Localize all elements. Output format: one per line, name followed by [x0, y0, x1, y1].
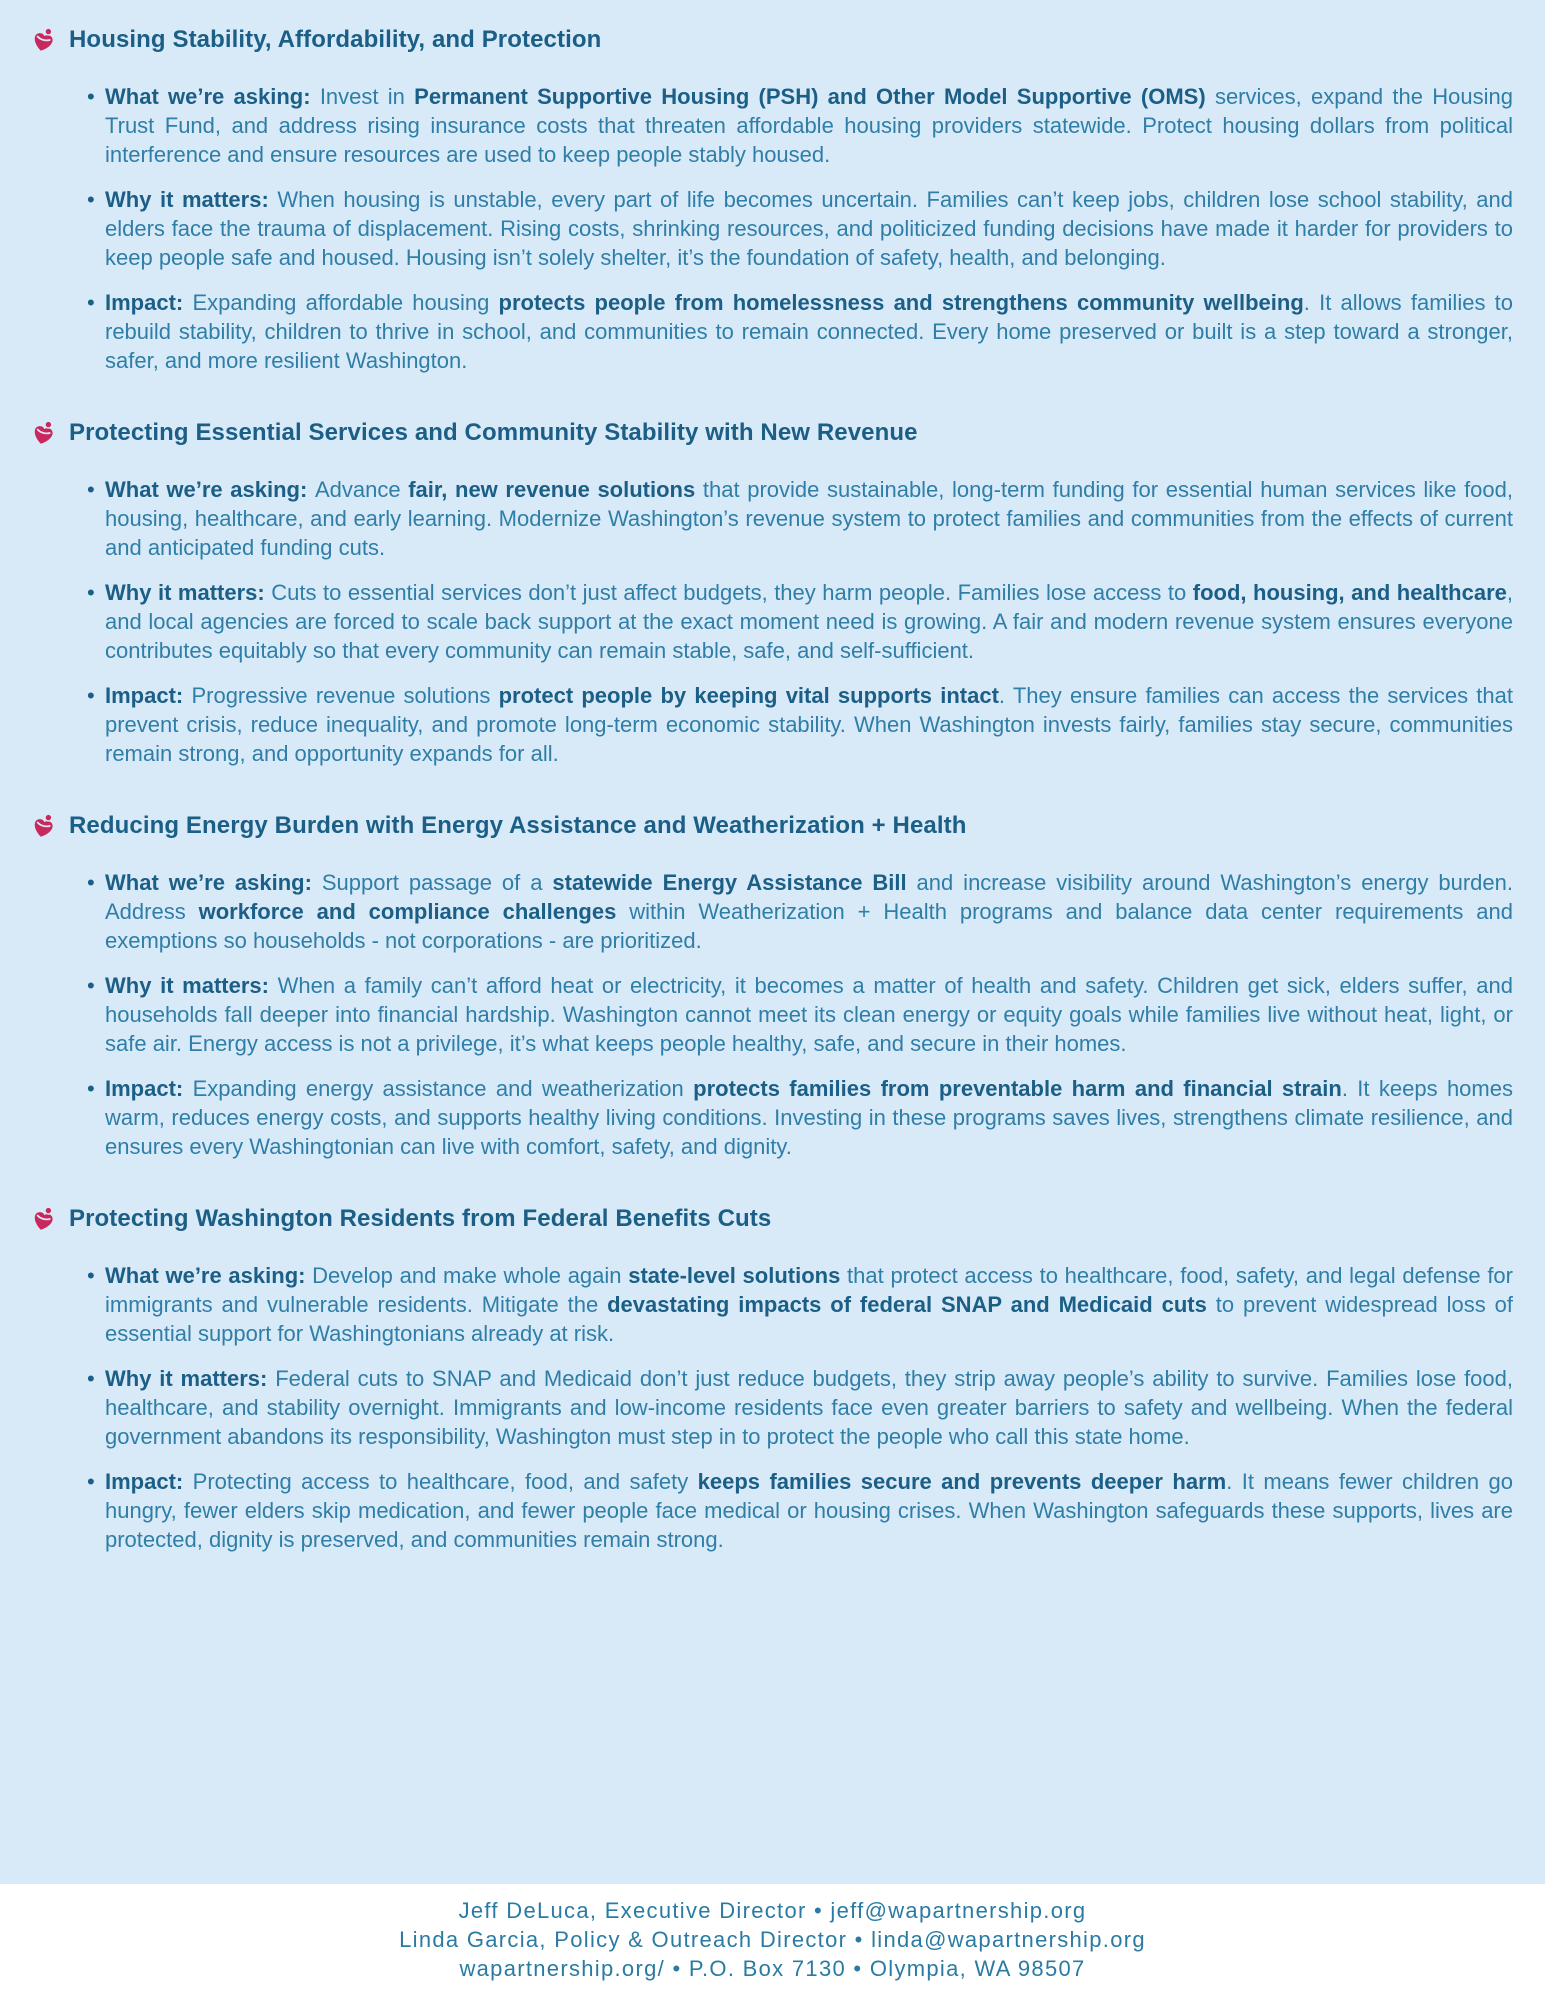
section-title: Reducing Energy Burden with Energy Assistance and Weatherization + Health: [69, 812, 967, 839]
section-title: Housing Stability, Affordability, and Protection: [69, 26, 602, 53]
bold-text-segment: What we’re asking:: [105, 1263, 313, 1288]
text-segment: Invest in: [319, 84, 415, 109]
text-segment: Federal cuts to SNAP and Medicaid don’t just reduce budgets, they strip away people’s ability to survive. Families lose food, healthcare, and stability overnight. Immigrants and low-income residents face even greater barriers to safety and wellbeing. When the federal government abandons its responsibility, Washington must step in to protect the people who call this state home.: [105, 1366, 1513, 1449]
bold-text-segment: Permanent Supportive Housing (PSH) and Other Model Supportive (OMS): [414, 84, 1206, 109]
text-segment: . It means fewer children go hungry, fewer elders skip medication, and fewer people face medical or housing crises. When Washington safeguards these supports, lives are protected, dignity is preserved, and communities remain strong.: [105, 1469, 1513, 1552]
text-segment: . They ensure families can access the services that prevent crisis, reduce inequality, and promote long-term economic stability. When Washington invests fairly, families stay secure, communities remain strong, and opportunity expands for all.: [105, 683, 1513, 766]
text-segment: Develop and make whole again: [312, 1263, 629, 1288]
text-segment: . It keeps homes warm, reduces energy costs, and supports healthy living conditions. Investing in these programs saves lives, strengthens climate resilience, and ensures every Washingtonian can live with comfort, safety, and dignity.: [105, 1076, 1513, 1159]
section-header: [30, 1205, 1513, 1233]
section-title: Protecting Essential Services and Community Stability with New Revenue: [69, 419, 918, 446]
text-segment: to prevent widespread loss of essential support for Washingtonians already at risk.: [105, 1292, 1513, 1346]
text-segment: services, expand the Housing Trust Fund, and address rising insurance costs that threaten affordable housing providers statewide. Protect housing dollars from political interference and ensure resources are used to keep people stably housed.: [105, 84, 1513, 167]
text-segment: within Weatherization + Health programs and balance data center requirements and exemptions so households - not corporations - are prioritized.: [105, 899, 1513, 953]
bullet-item: [87, 1364, 1513, 1451]
bold-text-segment: Why it matters:: [105, 580, 272, 605]
bold-text-segment: workforce and compliance challenges: [198, 899, 617, 924]
policy-section: [30, 26, 1513, 375]
bullet-item: [87, 475, 1513, 562]
heart-person-icon: [30, 813, 57, 840]
bullet-item: [87, 971, 1513, 1058]
bullet-item: [87, 288, 1513, 375]
bullet-item: [87, 1467, 1513, 1554]
text-segment: Cuts to essential services don’t just affect budgets, they harm people. Families lose access to: [271, 580, 1193, 605]
section-bullet-list: [87, 475, 1513, 768]
bold-text-segment: Why it matters:: [105, 1366, 276, 1391]
footer: [0, 1884, 1545, 2000]
policy-section: [30, 1205, 1513, 1554]
heart-person-icon: [30, 420, 57, 447]
section-bullet-list: [87, 868, 1513, 1161]
text-segment: Expanding affordable housing: [192, 290, 499, 315]
text-segment: Advance: [314, 477, 409, 502]
section-header: [30, 812, 1513, 840]
bold-text-segment: food, housing, and healthcare: [1192, 580, 1507, 605]
bold-text-segment: statewide Energy Assistance Bill: [552, 870, 907, 895]
text-segment: that provide sustainable, long-term funding for essential human services like food, housing, healthcare, and early learning. Modernize Washington’s revenue system to protect families and communities from the effects of current and anticipated funding cuts.: [105, 477, 1514, 560]
footer-contact-executive-director: Jeff DeLuca, Executive Director • jeff@wapartnership.org: [458, 1898, 1087, 1923]
text-segment: . It allows families to rebuild stability, children to thrive in school, and communities to remain connected. Every home preserved or built is a step toward a stronger, safer, and more resilient Washington.: [105, 290, 1513, 373]
text-segment: Support passage of a: [321, 870, 553, 895]
bold-text-segment: devastating impacts of federal SNAP and Medicaid cuts: [607, 1292, 1207, 1317]
section-bullet-list: [87, 1261, 1513, 1554]
bold-text-segment: protect people by keeping vital supports intact: [498, 683, 999, 708]
bold-text-segment: What we’re asking:: [105, 870, 322, 895]
text-segment: Expanding energy assistance and weatherization: [192, 1076, 694, 1101]
section-bullet-list: [87, 82, 1513, 375]
text-segment: Progressive revenue solutions: [191, 683, 499, 708]
bold-text-segment: Impact:: [105, 290, 193, 315]
footer-contact-policy-director: Linda Garcia, Policy & Outreach Director • linda@wapartnership.org: [399, 1927, 1146, 1952]
bold-text-segment: protects families from preventable harm and financial strain: [693, 1076, 1342, 1101]
policy-sections: [30, 26, 1513, 1554]
bullet-item: [87, 82, 1513, 169]
policy-section: [30, 812, 1513, 1161]
policy-section: [30, 419, 1513, 768]
bullet-item: [87, 1261, 1513, 1348]
bullet-item: [87, 681, 1513, 768]
text-segment: Protecting access to healthcare, food, and safety: [192, 1469, 698, 1494]
bold-text-segment: What we’re asking:: [105, 84, 320, 109]
bold-text-segment: Impact:: [105, 1469, 193, 1494]
bullet-item: [87, 578, 1513, 665]
text-segment: , and local agencies are forced to scale back support at the exact moment need is growing. A fair and modern revenue system ensures everyone contributes equitably so that every community can remain stable, safe, and self-sufficient.: [105, 580, 1513, 663]
bold-text-segment: keeps families secure and prevents deeper harm: [697, 1469, 1227, 1494]
section-header: [30, 26, 1513, 54]
text-segment: and increase visibility around Washington’s energy burden. Address: [105, 870, 1514, 924]
bold-text-segment: fair, new revenue solutions: [408, 477, 696, 502]
section-header: [30, 419, 1513, 447]
bullet-item: [87, 1074, 1513, 1161]
heart-person-icon: [30, 1206, 57, 1233]
bold-text-segment: Why it matters:: [105, 973, 278, 998]
footer-address: wapartnership.org/ • P.O. Box 7130 • Olympia, WA 98507: [459, 1956, 1086, 1981]
bold-text-segment: protects people from homelessness and strengthens community wellbeing: [498, 290, 1304, 315]
text-segment: that protect access to healthcare, food, safety, and legal defense for immigrants and vulnerable residents. Mitigate the: [105, 1263, 1513, 1317]
bullet-item: [87, 185, 1513, 272]
bold-text-segment: Why it matters:: [105, 187, 278, 212]
heart-person-icon: [30, 27, 57, 54]
bold-text-segment: state-level solutions: [628, 1263, 841, 1288]
bold-text-segment: Impact:: [105, 683, 192, 708]
bold-text-segment: Impact:: [105, 1076, 193, 1101]
text-segment: When housing is unstable, every part of life becomes uncertain. Families can’t keep jobs, children lose school stability, and elders face the trauma of displacement. Rising costs, shrinking resources, and politicized funding decisions have made it harder for providers to keep people safe and housed. Housing isn’t solely shelter, it’s the foundation of safety, health, and belonging.: [105, 187, 1513, 270]
section-title: Protecting Washington Residents from Federal Benefits Cuts: [69, 1205, 772, 1232]
text-segment: When a family can’t afford heat or electricity, it becomes a matter of health and safety. Children get sick, elders suffer, and households fall deeper into financial hardship. Washington cannot meet its clean energy or equity goals while families live without heat, light, or safe air. Energy access is not a privilege, it’s what keeps people healthy, safe, and secure in their homes.: [105, 973, 1513, 1056]
bullet-item: [87, 868, 1513, 955]
bold-text-segment: What we’re asking:: [105, 477, 315, 502]
